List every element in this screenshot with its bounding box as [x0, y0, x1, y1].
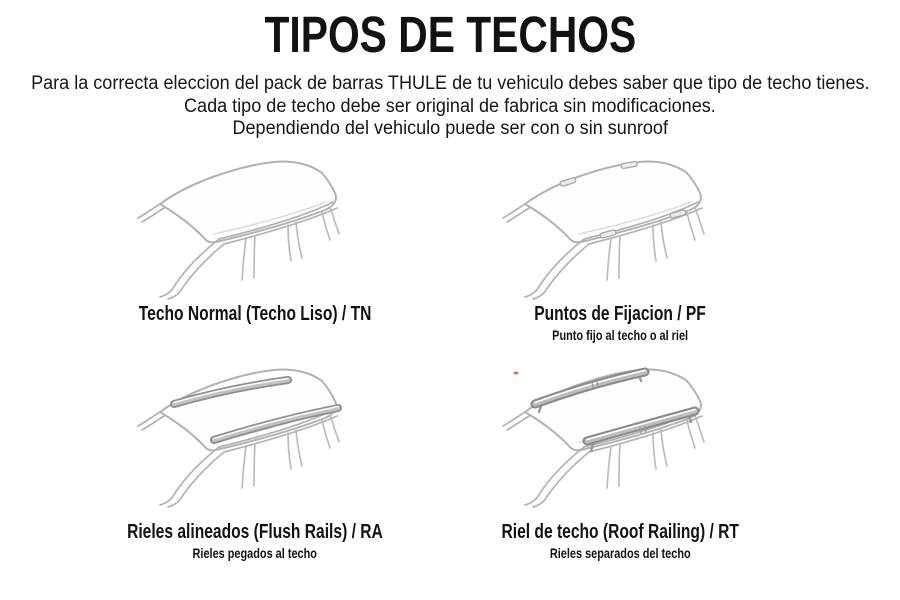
intro-line-3: Dependiendo del vehiculo puede ser con o sin sunroof: [232, 118, 668, 139]
intro-line-1: Para la correcta eleccion del pack de barras THULE de tu vehiculo debes saber que tipo de techo tienes.: [30, 73, 870, 94]
roof-type-label-ra: Rieles alineados (Flush Rails) / RA: [127, 521, 383, 543]
roof-type-sublabel-pf: Punto fijo al techo o al riel: [552, 327, 688, 343]
flush-rails-roof-illustration: [130, 360, 380, 510]
roof-type-card-rt: [395, 360, 845, 561]
intro-line-2: Cada tipo de techo debe ser original de fabrica sin modificaciones.: [184, 95, 716, 117]
raised-railing-roof-illustration: [495, 360, 745, 510]
roof-type-label-tn: Techo Normal (Techo Liso) / TN: [138, 303, 372, 325]
roof-type-sublabel-rt: Rieles separados del techo: [549, 545, 691, 561]
page-title: [0, 8, 900, 61]
roof-type-sublabel-ra: Rieles pegados al techo: [192, 545, 318, 561]
red-speck: [514, 372, 519, 375]
roof-type-label-rt: Riel de techo (Roof Railing) / RT: [501, 521, 739, 543]
roof-type-label-pf: Puntos de Fijacion / PF: [534, 303, 706, 325]
intro-paragraph: [0, 73, 900, 141]
fixpoint-roof-illustration: [495, 152, 745, 302]
smooth-roof-illustration: [130, 152, 380, 302]
roof-type-card-pf: [395, 152, 845, 343]
page-title-text: TIPOS DE TECHOS: [264, 6, 636, 63]
